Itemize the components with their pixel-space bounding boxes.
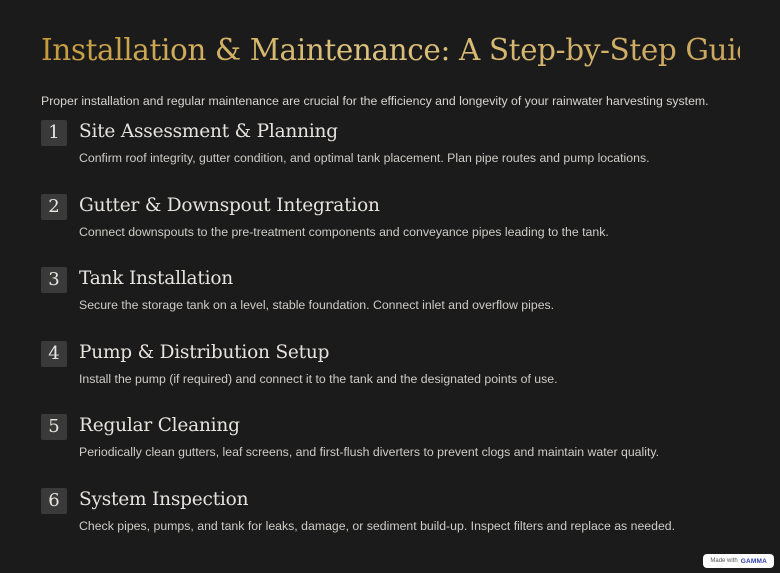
gamma-logo: GAMMA: [740, 557, 767, 565]
step-title: Site Assessment & Planning: [79, 121, 338, 142]
step-description: Install the pump (if required) and connect it to the tank and the designated points of use.: [79, 371, 558, 386]
step-number: 3: [41, 267, 67, 293]
step-item: [41, 341, 740, 415]
step-item: [41, 120, 740, 194]
step-description: Secure the storage tank on a level, stable foundation. Connect inlet and overflow pipes.: [79, 298, 555, 312]
made-with-gamma-badge[interactable]: [703, 554, 774, 568]
step-description: Check pipes, pumps, and tank for leaks, damage, or sediment build-up. Inspect filters and replace as needed.: [79, 518, 676, 533]
step-title: System Inspection: [79, 488, 249, 510]
step-number: 4: [41, 341, 67, 367]
step-title: Gutter & Downspout Integration: [79, 194, 380, 216]
step-number: 1: [41, 120, 67, 146]
step-description: Periodically clean gutters, leaf screens, and first-flush diverters to prevent clogs and maintain water quality.: [79, 445, 660, 459]
step-item: [41, 488, 740, 562]
step-number: 2: [41, 194, 67, 220]
badge-prefix: Made with: [710, 558, 738, 564]
step-item: [41, 414, 740, 488]
step-item: [41, 194, 740, 268]
page-title: Installation & Maintenance: A Step-by-Step Guide: [41, 30, 740, 70]
step-description: Confirm roof integrity, gutter condition, and optimal tank placement. Plan pipe routes and pump locations.: [79, 151, 650, 165]
intro-text: Proper installation and regular maintenance are crucial for the efficiency and longevity of your rainwater harvesting system.: [41, 94, 709, 108]
step-title: Tank Installation: [79, 268, 233, 289]
step-description: Connect downspouts to the pre-treatment components and conveyance pipes leading to the tank.: [79, 224, 609, 239]
steps-list: [41, 120, 740, 561]
step-number: 6: [41, 488, 67, 514]
step-number: 5: [41, 414, 67, 440]
step-title: Regular Cleaning: [79, 415, 240, 436]
step-title: Pump & Distribution Setup: [79, 341, 330, 363]
step-item: [41, 267, 740, 341]
